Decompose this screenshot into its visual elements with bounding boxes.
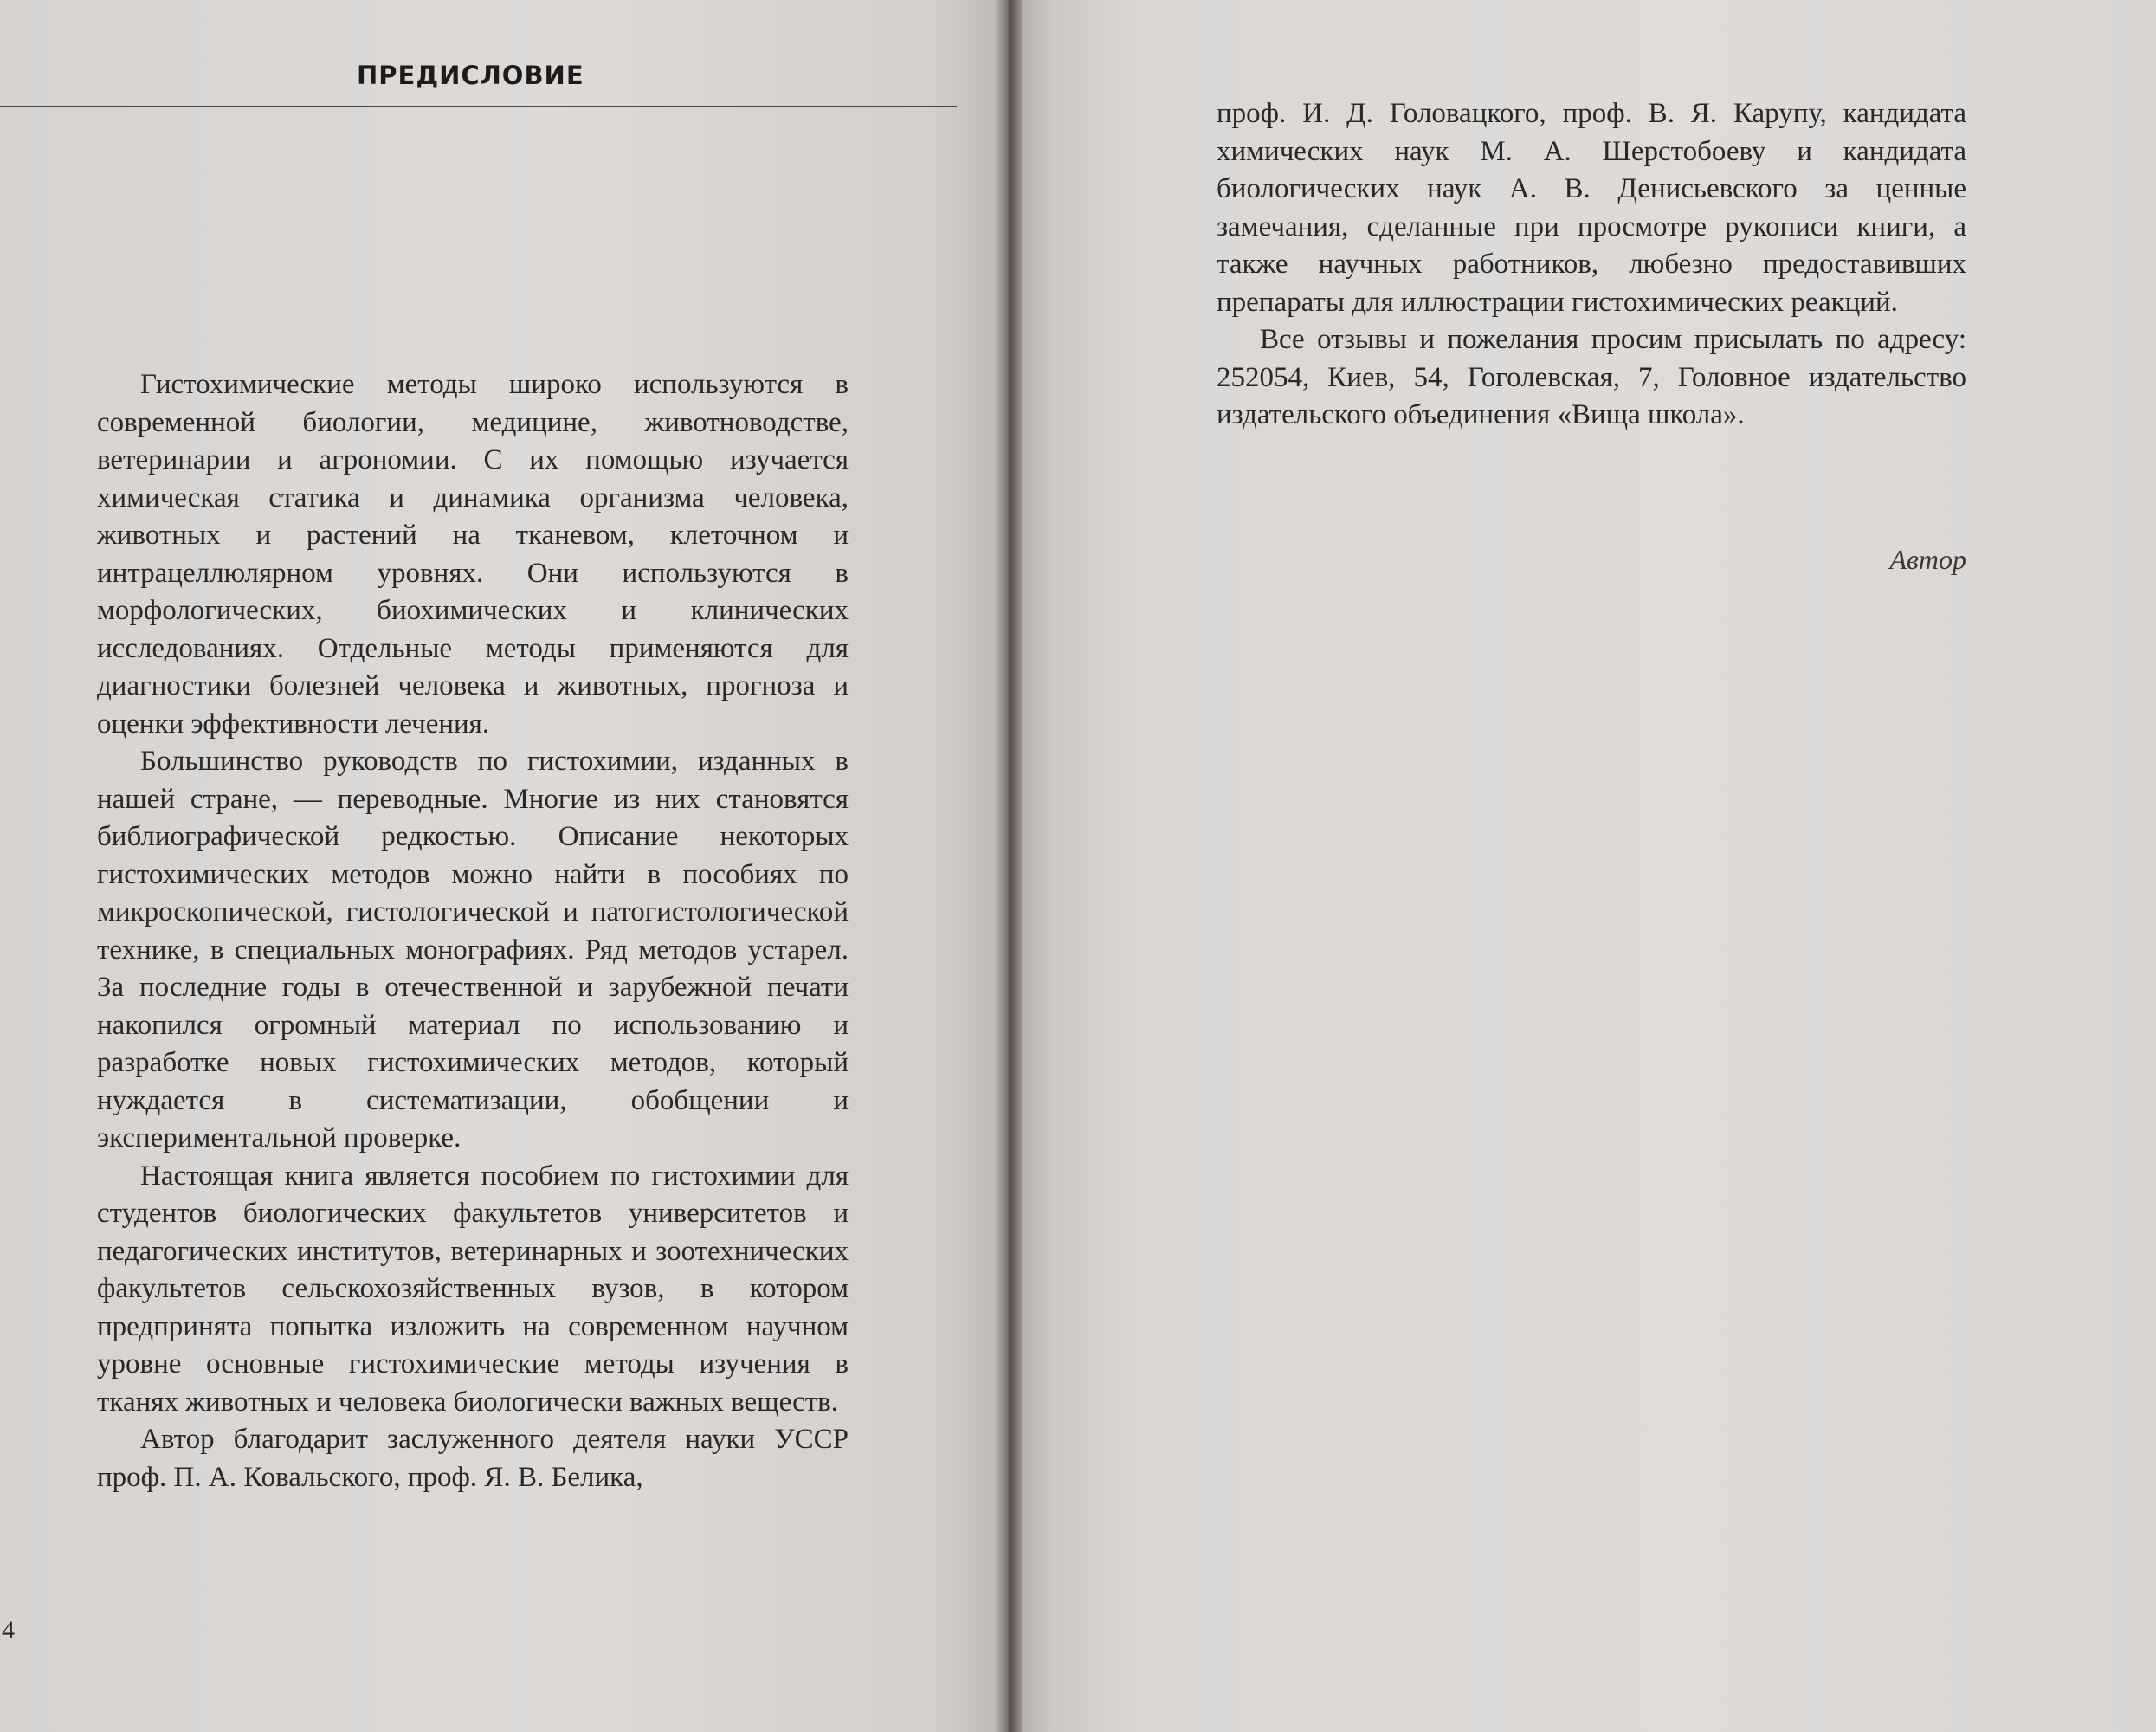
left-page-text (97, 366, 849, 1496)
paragraph: Автор благодарит заслуженного деятеля науки УССР проф. П. А. Ковальского, проф. Я. В. Белика, (97, 1424, 849, 1493)
heading-rule (0, 106, 957, 107)
paragraph: проф. И. Д. Головацкого, проф. В. Я. Карупу, кандидата химических наук М. А. Шерстобоеву и кандидата биологических наук А. В. Денисьевского за ценные замечания, сделанные при просмотре рукописи книги, а также научных работников, любезно предоставивших препараты для иллюстрации гистохимических реакций. (1217, 98, 1966, 318)
right-page-text (1217, 95, 1966, 435)
paragraph: Гистохимические методы широко используются в современной биологии, медицине, животноводстве, ветеринарии и агрономии. С их помощью изучается химическая статика и динамика организма человека, животных и растений на тканевом, клеточном и интрацеллюлярном уровнях. Они используются в морфологических, биохимических и клинических исследованиях. Отдельные методы применяются для диагностики болезней человека и животных, прогноза и оценки эффективности лечения. (97, 369, 849, 740)
paragraph: Настоящая книга является пособием по гистохимии для студентов биологических факультетов университетов и педагогических институтов, ветеринарных и зоотехнических факультетов сельскохозяйственных вузов, в котором предпринята попытка изложить на современном научном уровне основные гистохимические методы изучения в тканях животных и человека биологически важных веществ. (97, 1160, 849, 1418)
page-number: 4 (2, 1616, 15, 1645)
paragraph: Большинство руководств по гистохимии, изданных в нашей стране, — переводные. Многие из них становятся библиографической редкостью. Описание некоторых гистохимических методов можно найти в пособиях по микроскопической, гистологической и патогистологической технике, в специальных монографиях. Ряд методов устарел. За последние годы в отечественной и зарубежной печати накопился огромный материал по использованию и разработке новых гистохимических методов, который нуждается в систематизации, обобщении и экспериментальной проверке. (97, 746, 849, 1154)
author-signature: Автор (1889, 544, 1966, 575)
book-gutter (996, 0, 1022, 1732)
paragraph: Все отзывы и пожелания просим присылать по адресу: 252054, Киев, 54, Гоголевская, 7, Головное издательство издательского объединения «Вища школа». (1217, 324, 1966, 430)
page-heading: ПРЕДИСЛОВИЕ (357, 61, 584, 90)
left-page (0, 0, 1013, 1732)
